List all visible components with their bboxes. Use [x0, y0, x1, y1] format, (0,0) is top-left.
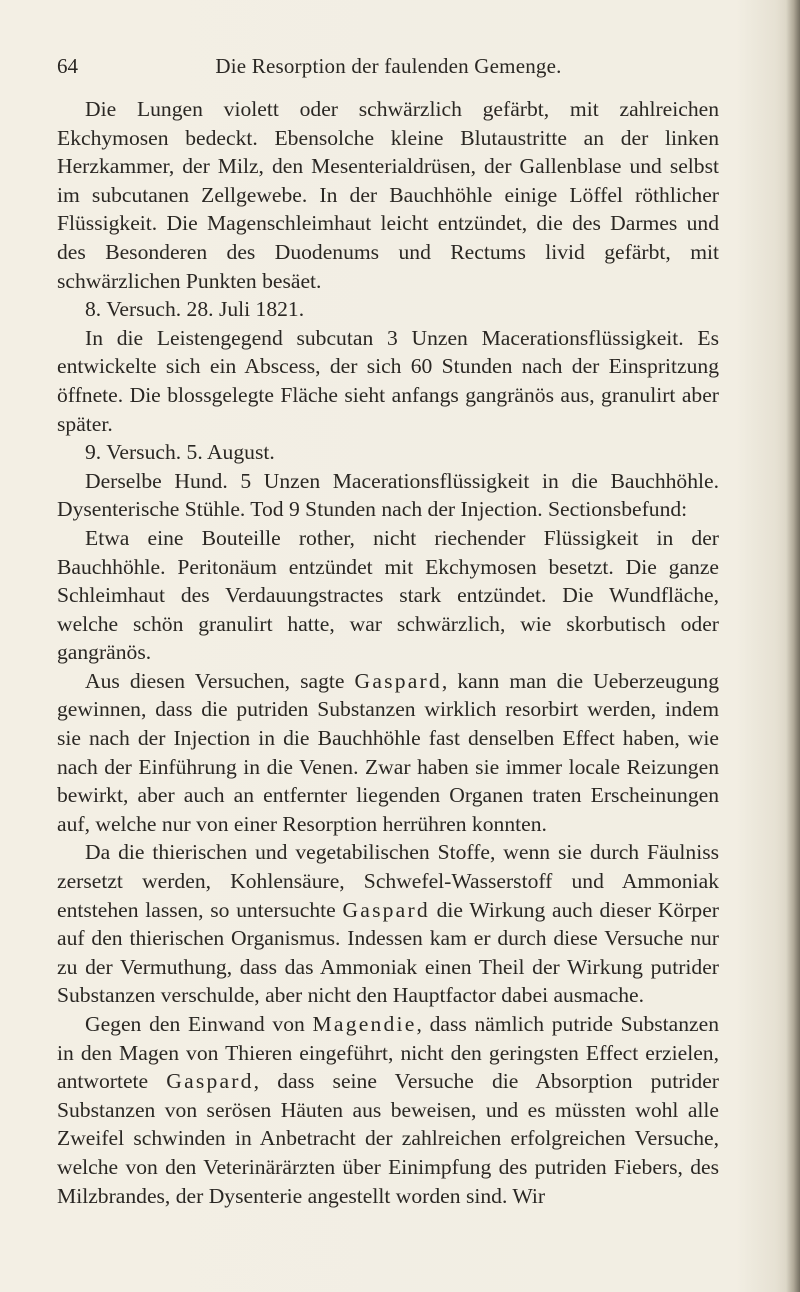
paragraph: Etwa eine Bouteille rother, nicht riechender Flüssigkeit in der Bauchhöhle. Peritonäum entzündet mit Ekchymosen besetzt. Die ganze Schleimhaut des Verdauungstractes stark entzündet. Die Wundfläche, welche schön granulirt hatte, war schwärzlich, wie skorbutisch oder gangränös.: [57, 525, 719, 665]
paragraph: Derselbe Hund. 5 Unzen Macerationsflüssigkeit in die Bauchhöhle. Dysenterische Stühle. Tod 9 Stunden nach der Injection. Sectionsbefund:: [57, 468, 719, 522]
page-number: 64: [57, 54, 78, 78]
page-header: [57, 54, 720, 84]
author-name: Gaspard: [166, 1069, 254, 1094]
page-edge-shadow: [786, 0, 800, 1292]
author-name: Gaspard: [342, 897, 430, 922]
text-run: Da die thierischen und vegetabilischen Stoffe, wenn sie durch Fäulniss zersetzt werden, Kohlensäure, Schwefel-Wasserstoff und Ammoniak entstehen lassen, so untersuchte: [57, 840, 719, 922]
text-run: , dass nämlich putride Substanzen in den Magen von Thieren eingeführt, nicht den geringsten Effect erzielen, antwortete: [57, 1012, 719, 1094]
text-run: , dass seine Versuche die Absorption putrider Substanzen von serösen Häuten aus beweisen, und es müssten wohl alle Zweifel schwinden in Anbetracht der zahlreichen erfolgreichen Versuche, welche von den Veterinärärzten über Einimpfung des putriden Fiebers, des Milzbrandes, der Dysenterie angestellt worden sind. Wir: [57, 1069, 719, 1208]
body-text: [57, 95, 719, 1210]
paragraph: [57, 838, 719, 1010]
paragraph: [57, 667, 719, 839]
paragraph: In die Leistengegend subcutan 3 Unzen Macerationsflüssigkeit. Es entwickelte sich ein Abscess, der sich 60 Stunden nach der Einspritzung öffnete. Die blossgelegte Fläche sieht anfangs gangränös aus, granulirt aber später.: [57, 325, 719, 436]
text-run: die Wirkung auch dieser Körper auf den thierischen Organismus. Indessen kam er durch diese Versuche nur zu der Vermuthung, dass das Ammoniak einen Theil der Wirkung putrider Substanzen verschulde, aber nicht den Hauptfactor dabei ausmache.: [57, 897, 719, 1008]
author-name: Gaspard: [354, 668, 442, 693]
experiment-heading: 9. Versuch. 5. August.: [85, 440, 275, 465]
running-title: Die Resorption der faulenden Gemenge.: [215, 54, 562, 78]
text-run: , kann man die Ueberzeugung gewinnen, dass die putriden Substanzen wirklich resorbirt werden, indem sie nach der Injection in die Bauchhöhle fast denselben Effect haben, wie nach der Einführung in die Venen. Zwar haben sie immer locale Reizungen bewirkt, aber auch an entfernter liegenden Organen traten Erscheinungen auf, welche nur von einer Resorption herrühren konnten.: [57, 668, 719, 836]
text-run: Aus diesen Versuchen, sagte: [85, 668, 355, 693]
paragraph: Die Lungen violett oder schwärzlich gefärbt, mit zahlreichen Ekchymosen bedeckt. Ebensolche kleine Blutaustritte an der linken Herzkammer, der Milz, den Mesenterialdrüsen, der Gallenblase und selbst im subcutanen Zellgewebe. In der Bauchhöhle einige Löffel röthlicher Flüssigkeit. Die Magenschleimhaut leicht entzündet, die des Darmes und des Besonderen des Duodenums und Rectums livid gefärbt, mit schwärzlichen Punkten besäet.: [57, 97, 719, 293]
author-name: Magendie: [312, 1012, 417, 1036]
paragraph: [57, 1010, 719, 1210]
experiment-heading: 8. Versuch. 28. Juli 1821.: [85, 297, 305, 322]
text-run: Gegen den Einwand von: [85, 1012, 313, 1036]
